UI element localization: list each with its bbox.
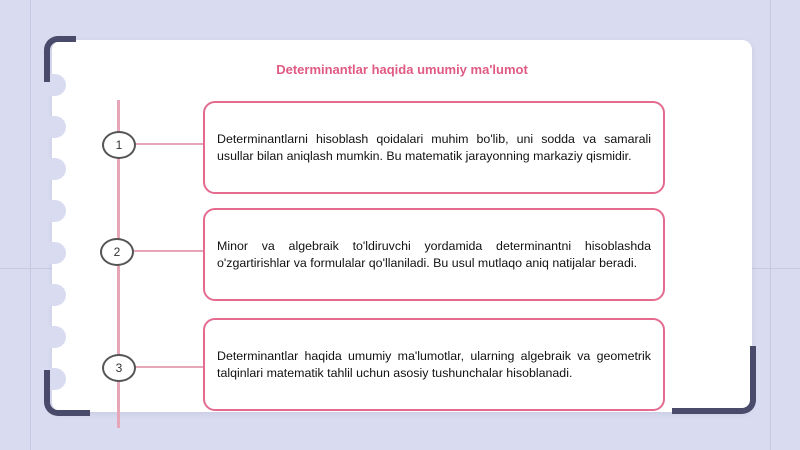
step-number-3: 3: [102, 354, 136, 382]
item-text: Minor va algebraik to'ldiruvchi yordamida determinantni hisoblashda o'zgartirishlar va formulalar qo'llaniladi. Bu usul mutlaqo aniq natijalar beradi.: [217, 238, 651, 270]
timeline-connector: [134, 143, 204, 145]
list-item: [203, 208, 665, 301]
background-gridline: [770, 0, 771, 450]
step-number-1: 1: [102, 131, 136, 159]
item-text: Determinantlarni hisoblash qoidalari muhim bo'lib, uni sodda va samarali usullar bilan aniqlash mumkin. Bu matematik jarayonning markaziy qismidir.: [217, 131, 651, 163]
step-number-2: 2: [100, 238, 134, 266]
bracket-corner-bottom-right: [672, 346, 756, 414]
background-gridline: [30, 0, 31, 450]
item-text: Determinantlar haqida umumiy ma'lumotlar, ularning algebraik va geometrik talqinlari matematik tahlil uchun asosiy tushunchalar hisoblanadi.: [217, 348, 651, 380]
notebook-hole: [38, 326, 66, 348]
page-title: Determinantlar haqida umumiy ma'lumot: [276, 62, 528, 77]
timeline-connector: [134, 250, 204, 252]
notebook-holes: [38, 74, 66, 414]
list-item: [203, 101, 665, 194]
notebook-hole: [38, 116, 66, 138]
notebook-hole: [38, 158, 66, 180]
notebook-hole: [38, 242, 66, 264]
notebook-hole: [38, 284, 66, 306]
bracket-corner-bottom-left: [44, 370, 90, 416]
notebook-hole: [38, 200, 66, 222]
timeline-connector: [134, 366, 204, 368]
list-item: [203, 318, 665, 411]
